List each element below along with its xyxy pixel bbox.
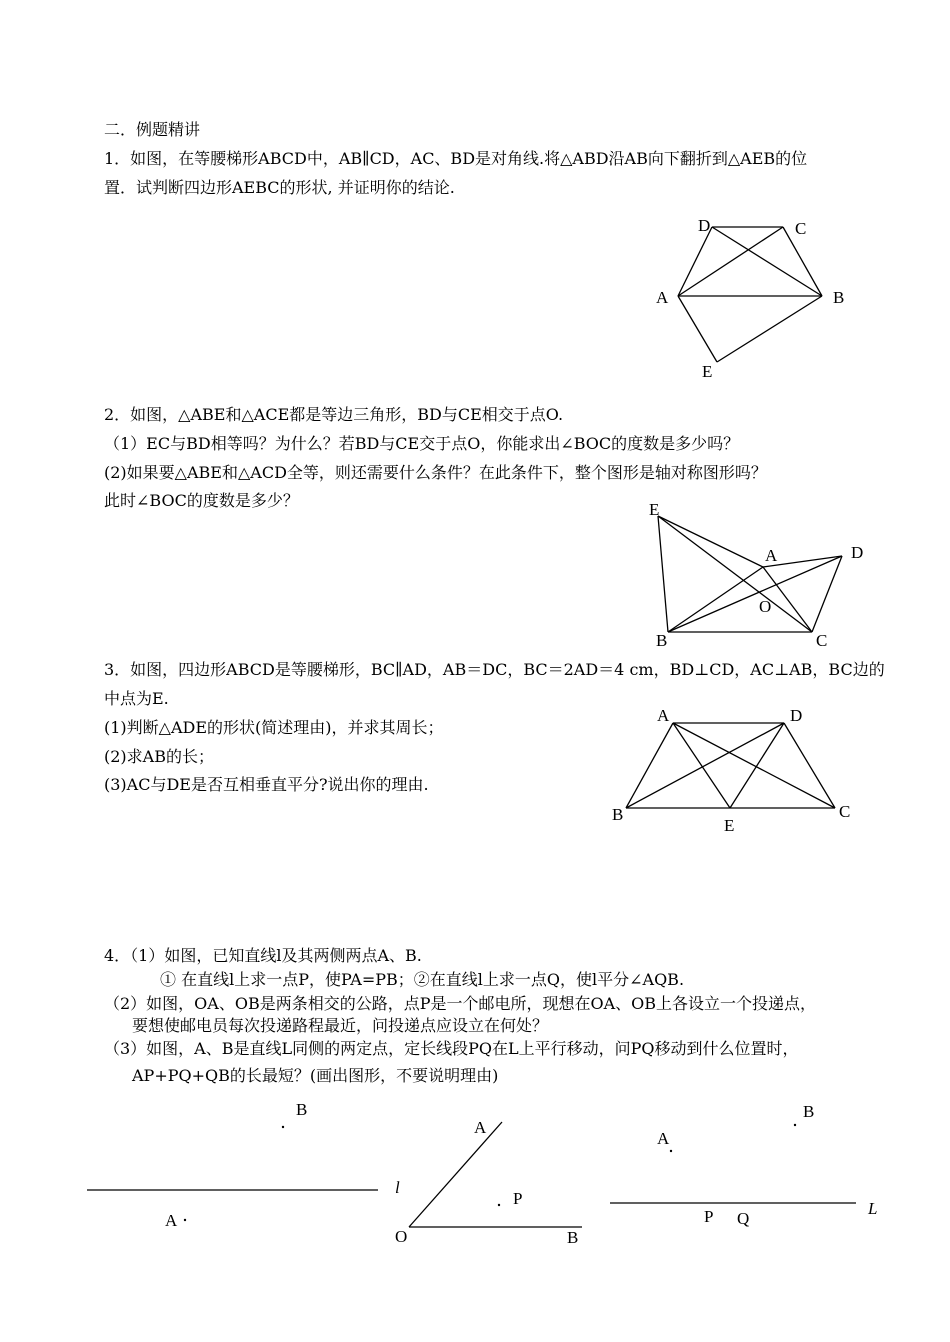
fig1-label-A: A — [656, 288, 669, 307]
fig1-label-C: C — [795, 219, 807, 238]
fig4-2-label-P: P — [513, 1189, 523, 1208]
problem-3-line-3: (1)判断△ADE的形状(简述理由)，并求其周长； — [104, 718, 444, 737]
fig4-3-label-A: A — [657, 1129, 670, 1148]
figure-4-1 — [87, 1126, 378, 1221]
fig4-2-label-A: A — [474, 1118, 487, 1137]
fig4-1-label-A: A — [165, 1211, 178, 1230]
fig4-3-label-Q: Q — [737, 1209, 750, 1228]
problem-1-line-2: 置．试判断四边形AEBC的形状, 并证明你的结论. — [104, 178, 455, 197]
problem-3-line-2: 中点为E. — [104, 689, 169, 708]
problem-3-line-1: 3．如图，四边形ABCD是等腰梯形，BC∥AD，AB＝DC，BC＝2AD＝4 cm，BD⊥CD，AC⊥AB，BC边的 — [104, 660, 885, 679]
fig4-3-label-L: L — [868, 1199, 878, 1218]
problem-2-line-3: (2)如果要△ABE和△ACD全等，则还需要什么条件？在此条件下，整个图形是轴对称图形吗？ — [104, 463, 767, 482]
problem-4-line-1: 4．（1）如图，已知直线l及其两侧两点A、B. — [104, 946, 422, 965]
fig2-label-D: D — [851, 543, 864, 562]
fig4-1-label-l: l — [395, 1178, 400, 1197]
problem-4-line-4: 要想使邮电员每次投递路程最近，问投递点应设立在何处？ — [132, 1016, 549, 1035]
problem-3-line-5: (3)AC与DE是否互相垂直平分?说出你的理由. — [104, 775, 429, 794]
fig4-2-label-B: B — [567, 1228, 579, 1247]
fig2-label-O: O — [759, 597, 772, 616]
figure-3 — [626, 723, 835, 808]
problem-2-line-1: 2．如图，△ABE和△ACE都是等边三角形，BD与CE相交于点O. — [104, 405, 564, 424]
fig2-label-E: E — [649, 500, 660, 519]
fig3-label-C: C — [839, 802, 851, 821]
figure-4-3 — [610, 1124, 856, 1203]
figure-2 — [658, 516, 842, 632]
fig3-label-A: A — [657, 706, 670, 725]
figure-1 — [678, 227, 822, 362]
problem-2-line-2: （1）EC与BD相等吗？为什么？若BD与CE交于点O，你能求出∠BOC的度数是多少吗？ — [104, 434, 740, 453]
problem-3-line-4: (2)求AB的长； — [104, 747, 214, 766]
fig3-label-E: E — [724, 816, 735, 835]
fig4-1-label-B: B — [296, 1100, 308, 1119]
fig3-label-B: B — [612, 805, 624, 824]
problem-2-line-4: 此时∠BOC的度数是多少？ — [104, 491, 299, 510]
fig2-label-B: B — [656, 631, 668, 650]
figure-4-2 — [409, 1122, 582, 1227]
problem-4-line-5: （3）如图，A、B是直线L同侧的两定点，定长线段PQ在L上平行移动，问PQ移动到什么位置时， — [104, 1039, 799, 1058]
fig1-label-B: B — [833, 288, 845, 307]
problem-4-line-6: AP+PQ+QB的长最短？(画出图形，不要说明理由) — [132, 1066, 499, 1085]
fig4-3-label-B: B — [803, 1102, 815, 1121]
fig1-label-E: E — [702, 362, 713, 381]
fig1-label-D: D — [698, 216, 711, 235]
fig2-label-A: A — [765, 546, 778, 565]
fig4-3-label-P: P — [704, 1207, 714, 1226]
problem-4-line-3: （2）如图，OA、OB是两条相交的公路，点P是一个邮电所，现想在OA、OB上各设立一个投递点， — [104, 994, 817, 1013]
fig2-label-C: C — [816, 631, 828, 650]
problem-4-line-2: ① 在直线l上求一点P，使PA=PB；②在直线l上求一点Q，使l平分∠AQB. — [160, 970, 685, 989]
section-title: 二．例题精讲 — [104, 120, 201, 139]
fig3-label-D: D — [790, 706, 803, 725]
fig4-2-label-O: O — [395, 1227, 408, 1246]
problem-1-line-1: 1．如图，在等腰梯形ABCD中，AB∥CD，AC、BD是对角线.将△ABD沿AB向下翻折到△AEB的位 — [104, 149, 808, 168]
